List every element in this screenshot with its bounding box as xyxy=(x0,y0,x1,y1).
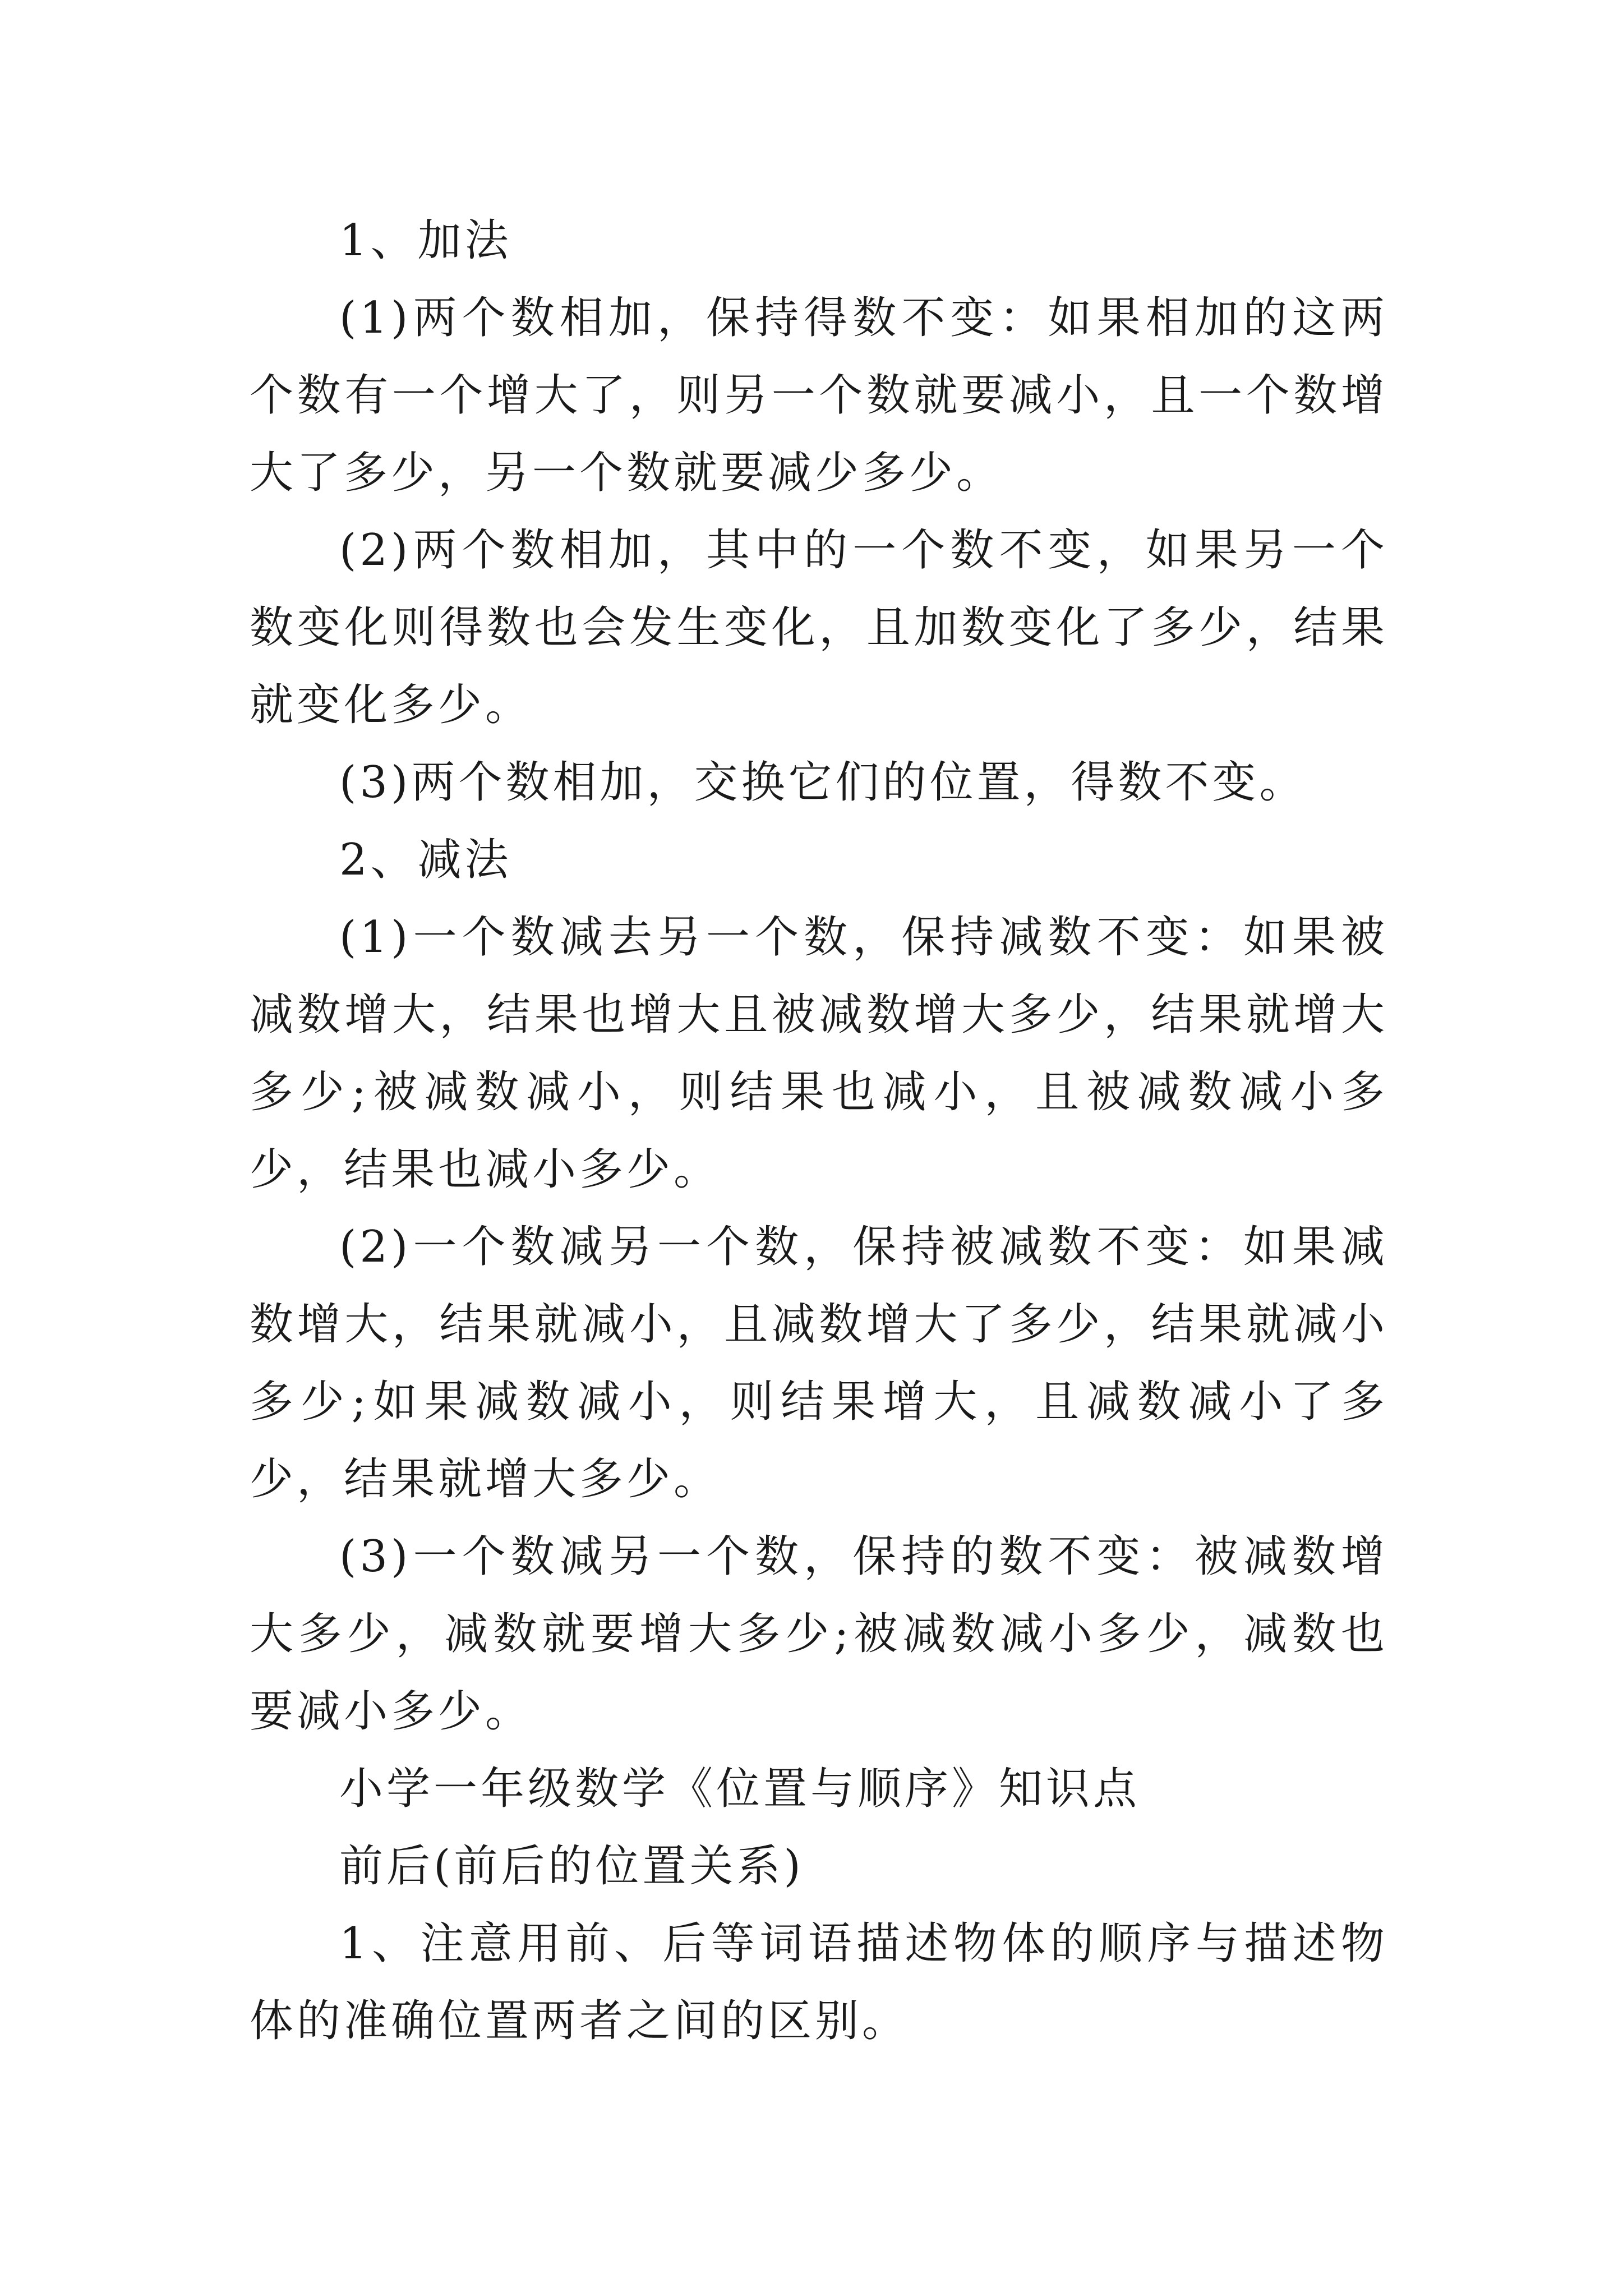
addition-rule-1: (1)两个数相加，保持得数不变：如果相加的这两个数有一个增大了，则另一个数就要减小，且一个数增大了多少，另一个数就要减少多少。 xyxy=(250,293,1388,498)
subsection-front-back: 前后(前后的位置关系) xyxy=(339,1841,804,1892)
position-note-1: 1、注意用前、后等词语描述物体的顺序与描述物体的准确位置两者之间的区别。 xyxy=(250,1918,1388,2046)
subtraction-rule-3: (3)一个数减另一个数，保持的数不变：被减数增大多少，减数就要增大多少;被减数减小多少，减数也要减小多少。 xyxy=(250,1531,1388,1737)
addition-rule-3: (3)两个数相加，交换它们的位置，得数不变。 xyxy=(339,757,1307,808)
document-body xyxy=(250,202,1388,2060)
heading-subtraction: 2、减法 xyxy=(339,835,512,885)
heading-addition: 1、加法 xyxy=(339,215,512,266)
addition-rule-2: (2)两个数相加，其中的一个数不变，如果另一个数变化则得数也会发生变化，且加数变化了多少，结果就变化多少。 xyxy=(250,525,1388,730)
section-title-position-order: 小学一年级数学《位置与顺序》知识点 xyxy=(339,1764,1141,1814)
subtraction-rule-2: (2)一个数减另一个数，保持被减数不变：如果减数增大，结果就减小，且减数增大了多少，结果就减小多少;如果减数减小，则结果增大，且减数减小了多少，结果就增大多少。 xyxy=(250,1222,1388,1504)
subtraction-rule-1: (1)一个数减去另一个数，保持减数不变：如果被减数增大，结果也增大且被减数增大多少，结果就增大多少;被减数减小，则结果也减小，且被减数减小多少，结果也减小多少。 xyxy=(250,912,1388,1195)
